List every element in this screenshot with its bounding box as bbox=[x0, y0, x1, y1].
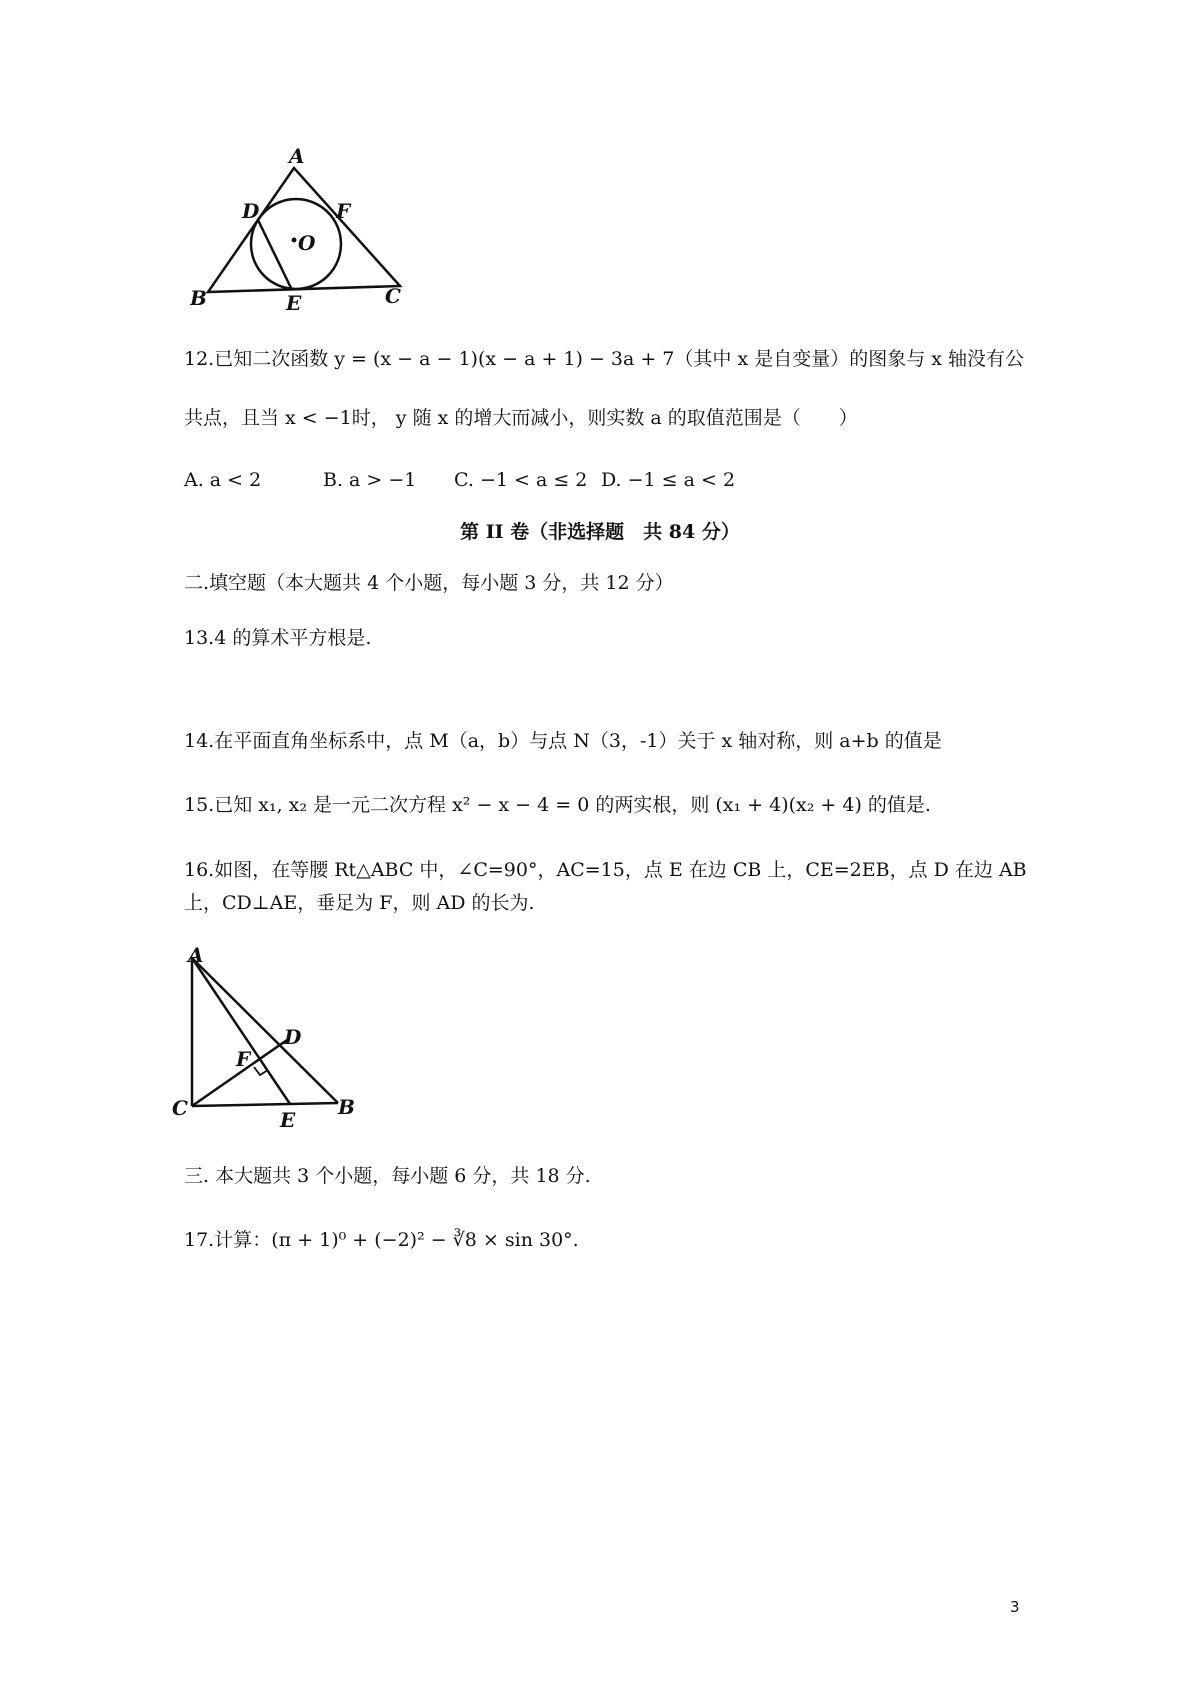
segment-de bbox=[258, 220, 292, 290]
label-o: O bbox=[298, 231, 316, 255]
incircle bbox=[251, 199, 341, 289]
q14: 14.在平面直角坐标系中，点 M（a，b）与点 N（3，-1）关于 x 轴对称，则 a+b 的值是 bbox=[184, 730, 942, 752]
section-ii-title: 第 II 卷（非选择题 共 84 分） bbox=[460, 521, 740, 543]
figure-right-triangle bbox=[170, 940, 370, 1140]
q15: 15.已知 x₁, x₂ 是一元二次方程 x² − x − 4 = 0 的两实根，则 (x₁ + 4)(x₂ + 4) 的值是. bbox=[184, 794, 931, 816]
center-point bbox=[292, 238, 297, 243]
triangle-abc bbox=[208, 168, 400, 292]
label-f: F bbox=[336, 199, 351, 223]
segment-ae bbox=[192, 958, 290, 1104]
label-d: D bbox=[284, 1025, 302, 1049]
segment-ab bbox=[192, 958, 338, 1103]
page-number: 3 bbox=[1010, 1598, 1020, 1616]
label-d: D bbox=[242, 199, 260, 223]
label-e: E bbox=[280, 1108, 296, 1132]
label-b: B bbox=[338, 1095, 355, 1119]
part3-heading: 三. 本大题共 3 个小题，每小题 6 分，共 18 分. bbox=[184, 1165, 591, 1187]
figure-triangle-incircle bbox=[190, 140, 430, 340]
label-c: C bbox=[172, 1096, 188, 1120]
q17: 17.计算：(π + 1)⁰ + (−2)² − ∛8 × sin 30°. bbox=[184, 1229, 579, 1251]
q12-option-c: C. −1 < a ≤ 2 bbox=[454, 469, 588, 491]
q12-line1: 12.已知二次函数 y = (x − a − 1)(x − a + 1) − 3a + 7（其中 x 是自变量）的图象与 x 轴没有公 bbox=[184, 348, 1024, 370]
q13: 13.4 的算术平方根是. bbox=[184, 627, 372, 649]
q12-line2: 共点，且当 x < −1时， y 随 x 的增大而减小，则实数 a 的取值范围是（ ） bbox=[184, 407, 858, 429]
q12-option-d: D. −1 ≤ a < 2 bbox=[601, 469, 736, 491]
segment-cb bbox=[192, 1103, 338, 1106]
label-f: F bbox=[236, 1047, 251, 1071]
q16-line1: 16.如图，在等腰 Rt△ABC 中，∠C=90°，AC=15，点 E 在边 CB 上，CE=2EB，点 D 在边 AB bbox=[184, 859, 1027, 881]
q16-line2: 上，CD⊥AE，垂足为 F，则 AD 的长为. bbox=[184, 892, 535, 914]
label-a: A bbox=[188, 943, 204, 967]
label-a: A bbox=[289, 144, 305, 168]
part2-heading: 二.填空题（本大题共 4 个小题，每小题 3 分，共 12 分） bbox=[184, 572, 674, 594]
label-e: E bbox=[286, 291, 302, 315]
label-c: C bbox=[385, 284, 401, 308]
label-b: B bbox=[190, 286, 207, 310]
q12-option-b: B. a > −1 bbox=[323, 469, 417, 491]
q12-option-a: A. a < 2 bbox=[184, 469, 262, 491]
